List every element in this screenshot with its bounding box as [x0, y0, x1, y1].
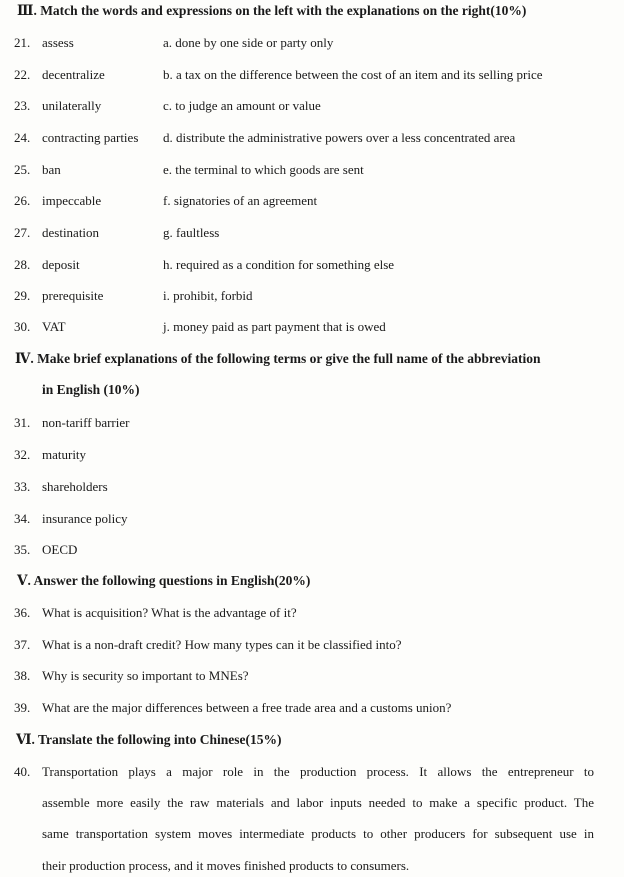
translation-line-2: assemble more easily the raw materials and labor inputs needed to make a specific product. The — [42, 795, 594, 810]
item-explanation: e. the terminal to which goods are sent — [163, 162, 364, 177]
item-number: 30. — [14, 319, 31, 334]
item-number: 40. — [14, 764, 31, 779]
item-explanation: b. a tax on the difference between the cost of an item and its selling price — [163, 67, 543, 82]
item-number: 38. — [14, 668, 31, 683]
item-number: 29. — [14, 288, 31, 303]
item-number: 21. — [14, 35, 31, 50]
section-4-heading-cont: in English (10%) — [42, 382, 140, 397]
item-text: OECD — [42, 542, 78, 557]
item-number: 26. — [14, 193, 31, 208]
item-term: unilaterally — [42, 98, 102, 113]
item-number: 23. — [14, 98, 31, 113]
translation-line-3: same transportation system moves intermediate products to other producers for subsequent use in — [42, 826, 594, 841]
item-text: shareholders — [42, 479, 108, 494]
item-number: 36. — [14, 605, 31, 620]
item-number: 28. — [14, 257, 31, 272]
item-text: What are the major differences between a free trade area and a customs union? — [42, 700, 452, 715]
item-number: 37. — [14, 637, 31, 652]
item-explanation: j. money paid as part payment that is owed — [163, 319, 386, 334]
item-term: contracting parties — [42, 130, 139, 145]
item-number: 24. — [14, 130, 31, 145]
item-number: 22. — [14, 67, 31, 82]
item-text: non-tariff barrier — [42, 415, 130, 430]
item-term: assess — [42, 35, 74, 50]
item-explanation: g. faultless — [163, 225, 220, 240]
section-6-heading: Ⅵ. Translate the following into Chinese(15%) — [16, 732, 282, 747]
item-text: Why is security so important to MNEs? — [42, 668, 249, 683]
section-5-heading: Ⅴ. Answer the following questions in English(20%) — [17, 573, 311, 588]
item-explanation: f. signatories of an agreement — [163, 193, 318, 208]
item-explanation: i. prohibit, forbid — [163, 288, 253, 303]
item-text: What is a non-draft credit? How many types can it be classified into? — [42, 637, 402, 652]
item-number: 39. — [14, 700, 31, 715]
section-4-heading: Ⅳ. Make brief explanations of the following terms or give the full name of the abbreviation — [15, 351, 541, 366]
item-number: 25. — [14, 162, 31, 177]
item-explanation: h. required as a condition for something else — [163, 257, 395, 272]
item-term: VAT — [42, 319, 66, 334]
item-explanation: a. done by one side or party only — [163, 35, 334, 50]
item-term: prerequisite — [42, 288, 104, 303]
item-term: decentralize — [42, 67, 105, 82]
section-3-heading: Ⅲ. Match the words and expressions on the left with the explanations on the right(10%) — [17, 3, 527, 18]
item-text: maturity — [42, 447, 87, 462]
item-number: 34. — [14, 511, 31, 526]
item-term: destination — [42, 225, 100, 240]
item-number: 32. — [14, 447, 31, 462]
item-term: deposit — [42, 257, 80, 272]
item-text: What is acquisition? What is the advantage of it? — [42, 605, 297, 620]
item-text: insurance policy — [42, 511, 128, 526]
item-term: ban — [42, 162, 61, 177]
item-number: 27. — [14, 225, 31, 240]
item-term: impeccable — [42, 193, 102, 208]
item-number: 35. — [14, 542, 31, 557]
translation-line-1: Transportation plays a major role in the production process. It allows the entrepreneur to — [42, 764, 594, 779]
item-explanation: d. distribute the administrative powers over a less concentrated area — [163, 130, 516, 145]
item-number: 31. — [14, 415, 31, 430]
item-explanation: c. to judge an amount or value — [163, 98, 321, 113]
item-number: 33. — [14, 479, 31, 494]
translation-line-4: their production process, and it moves finished products to consumers. — [42, 858, 410, 873]
